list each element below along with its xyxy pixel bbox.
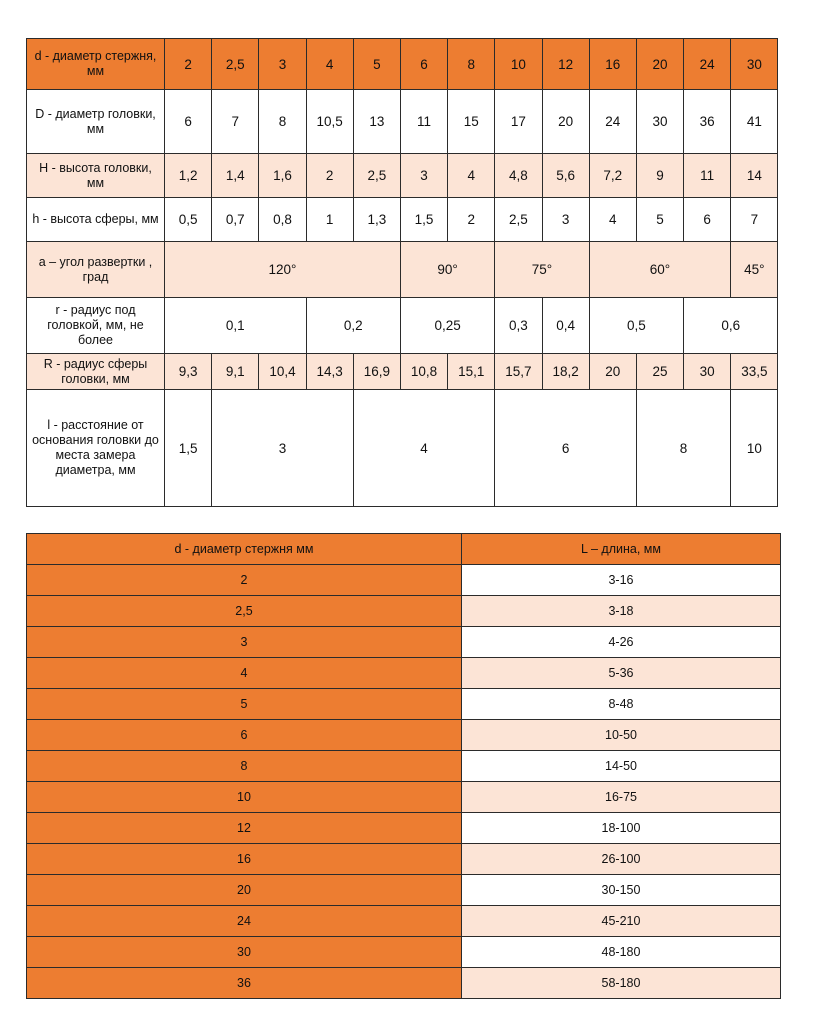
row-label-R: R - радиус сферы головки, мм — [27, 354, 165, 390]
cell: 10 — [731, 390, 778, 507]
cell: 45° — [731, 242, 778, 298]
cell: 10 — [495, 39, 542, 90]
table-row — [27, 596, 781, 627]
cell-L: 48-180 — [462, 937, 781, 968]
cell: 2,5 — [495, 198, 542, 242]
cell: 12 — [542, 39, 589, 90]
dimensions-table — [26, 38, 778, 507]
cell: 15,7 — [495, 354, 542, 390]
cell: 10,8 — [400, 354, 447, 390]
cell: 3 — [212, 390, 354, 507]
cell: 9,3 — [165, 354, 212, 390]
cell: 16,9 — [353, 354, 400, 390]
table-row — [27, 242, 778, 298]
cell: 30 — [684, 354, 731, 390]
cell: 0,2 — [306, 298, 400, 354]
length-table — [26, 533, 781, 999]
cell: 2 — [448, 198, 495, 242]
cell-d: 16 — [27, 844, 462, 875]
table-row — [27, 154, 778, 198]
cell: 1,3 — [353, 198, 400, 242]
table-row — [27, 354, 778, 390]
cell: 3 — [542, 198, 589, 242]
cell-L: 26-100 — [462, 844, 781, 875]
cell: 2 — [165, 39, 212, 90]
cell: 7,2 — [589, 154, 636, 198]
cell: 25 — [636, 354, 683, 390]
cell: 11 — [684, 154, 731, 198]
cell: 8 — [636, 390, 730, 507]
cell: 6 — [495, 390, 637, 507]
row-label-r: r - радиус под головкой, мм, не более — [27, 298, 165, 354]
cell: 36 — [684, 90, 731, 154]
cell: 60° — [589, 242, 731, 298]
cell: 1,4 — [212, 154, 259, 198]
table-row — [27, 906, 781, 937]
cell: 30 — [636, 90, 683, 154]
cell: 6 — [165, 90, 212, 154]
cell: 6 — [684, 198, 731, 242]
cell: 0,5 — [589, 298, 683, 354]
cell-d: 30 — [27, 937, 462, 968]
cell: 30 — [731, 39, 778, 90]
cell-d: 20 — [27, 875, 462, 906]
cell-L: 18-100 — [462, 813, 781, 844]
cell: 20 — [589, 354, 636, 390]
cell: 3 — [400, 154, 447, 198]
cell: 11 — [400, 90, 447, 154]
table-row — [27, 813, 781, 844]
cell: 33,5 — [731, 354, 778, 390]
cell-L: 30-150 — [462, 875, 781, 906]
cell: 4,8 — [495, 154, 542, 198]
cell-d: 8 — [27, 751, 462, 782]
cell-L: 3-16 — [462, 565, 781, 596]
table-row — [27, 658, 781, 689]
cell: 0,8 — [259, 198, 306, 242]
cell: 4 — [448, 154, 495, 198]
table-row — [27, 782, 781, 813]
cell: 8 — [259, 90, 306, 154]
cell-L: 45-210 — [462, 906, 781, 937]
table-row — [27, 875, 781, 906]
table-row — [27, 298, 778, 354]
table-row — [27, 390, 778, 507]
cell: 1 — [306, 198, 353, 242]
cell: 2,5 — [353, 154, 400, 198]
cell: 5 — [353, 39, 400, 90]
cell: 20 — [636, 39, 683, 90]
cell: 13 — [353, 90, 400, 154]
cell-L: 8-48 — [462, 689, 781, 720]
row-label-D: D - диаметр головки, мм — [27, 90, 165, 154]
table-row — [27, 689, 781, 720]
cell: 14 — [731, 154, 778, 198]
row-label-a: a – угол развертки , град — [27, 242, 165, 298]
cell-L: 58-180 — [462, 968, 781, 999]
cell: 0,5 — [165, 198, 212, 242]
cell: 1,6 — [259, 154, 306, 198]
cell: 2 — [306, 154, 353, 198]
cell-d: 36 — [27, 968, 462, 999]
cell: 15 — [448, 90, 495, 154]
cell: 0,3 — [495, 298, 542, 354]
table-row — [27, 720, 781, 751]
table-row — [27, 627, 781, 658]
cell: 7 — [212, 90, 259, 154]
cell: 9 — [636, 154, 683, 198]
cell: 0,1 — [165, 298, 307, 354]
cell-d: 10 — [27, 782, 462, 813]
cell: 4 — [353, 390, 495, 507]
table-row — [27, 565, 781, 596]
cell-d: 24 — [27, 906, 462, 937]
cell: 20 — [542, 90, 589, 154]
table-row — [27, 198, 778, 242]
cell: 4 — [589, 198, 636, 242]
cell: 1,5 — [400, 198, 447, 242]
cell: 0,25 — [400, 298, 494, 354]
cell-d: 3 — [27, 627, 462, 658]
cell-d: 4 — [27, 658, 462, 689]
row-label-h: h - высота сферы, мм — [27, 198, 165, 242]
cell-d: 2 — [27, 565, 462, 596]
cell: 1,5 — [165, 390, 212, 507]
cell: 14,3 — [306, 354, 353, 390]
cell-d: 12 — [27, 813, 462, 844]
table-row — [27, 937, 781, 968]
row-label-l: l - расстояние от основания головки до места замера диаметра, мм — [27, 390, 165, 507]
cell: 1,2 — [165, 154, 212, 198]
cell-d: 5 — [27, 689, 462, 720]
cell: 17 — [495, 90, 542, 154]
cell-L: 4-26 — [462, 627, 781, 658]
cell-L: 3-18 — [462, 596, 781, 627]
row-label-H: H - высота головки, мм — [27, 154, 165, 198]
cell: 10,4 — [259, 354, 306, 390]
cell: 0,7 — [212, 198, 259, 242]
cell: 120° — [165, 242, 401, 298]
cell: 4 — [306, 39, 353, 90]
cell: 2,5 — [212, 39, 259, 90]
cell-d: 2,5 — [27, 596, 462, 627]
cell: 15,1 — [448, 354, 495, 390]
cell: 18,2 — [542, 354, 589, 390]
cell: 6 — [400, 39, 447, 90]
cell: 16 — [589, 39, 636, 90]
cell: 24 — [589, 90, 636, 154]
column-header-d: d - диаметр стержня мм — [27, 534, 462, 565]
table-row — [27, 39, 778, 90]
cell: 5,6 — [542, 154, 589, 198]
cell: 8 — [448, 39, 495, 90]
cell: 24 — [684, 39, 731, 90]
table-row — [27, 968, 781, 999]
cell: 3 — [259, 39, 306, 90]
table-row — [27, 844, 781, 875]
cell: 7 — [731, 198, 778, 242]
cell: 75° — [495, 242, 589, 298]
row-label-d: d - диаметр стержня, мм — [27, 39, 165, 90]
cell-L: 5-36 — [462, 658, 781, 689]
cell: 0,6 — [684, 298, 778, 354]
table-row — [27, 90, 778, 154]
table-row — [27, 751, 781, 782]
cell-d: 6 — [27, 720, 462, 751]
cell: 90° — [400, 242, 494, 298]
table-header-row — [27, 534, 781, 565]
cell: 41 — [731, 90, 778, 154]
cell: 9,1 — [212, 354, 259, 390]
cell-L: 10-50 — [462, 720, 781, 751]
cell: 5 — [636, 198, 683, 242]
column-header-L: L – длина, мм — [462, 534, 781, 565]
cell-L: 14-50 — [462, 751, 781, 782]
cell: 10,5 — [306, 90, 353, 154]
cell-L: 16-75 — [462, 782, 781, 813]
cell: 0,4 — [542, 298, 589, 354]
